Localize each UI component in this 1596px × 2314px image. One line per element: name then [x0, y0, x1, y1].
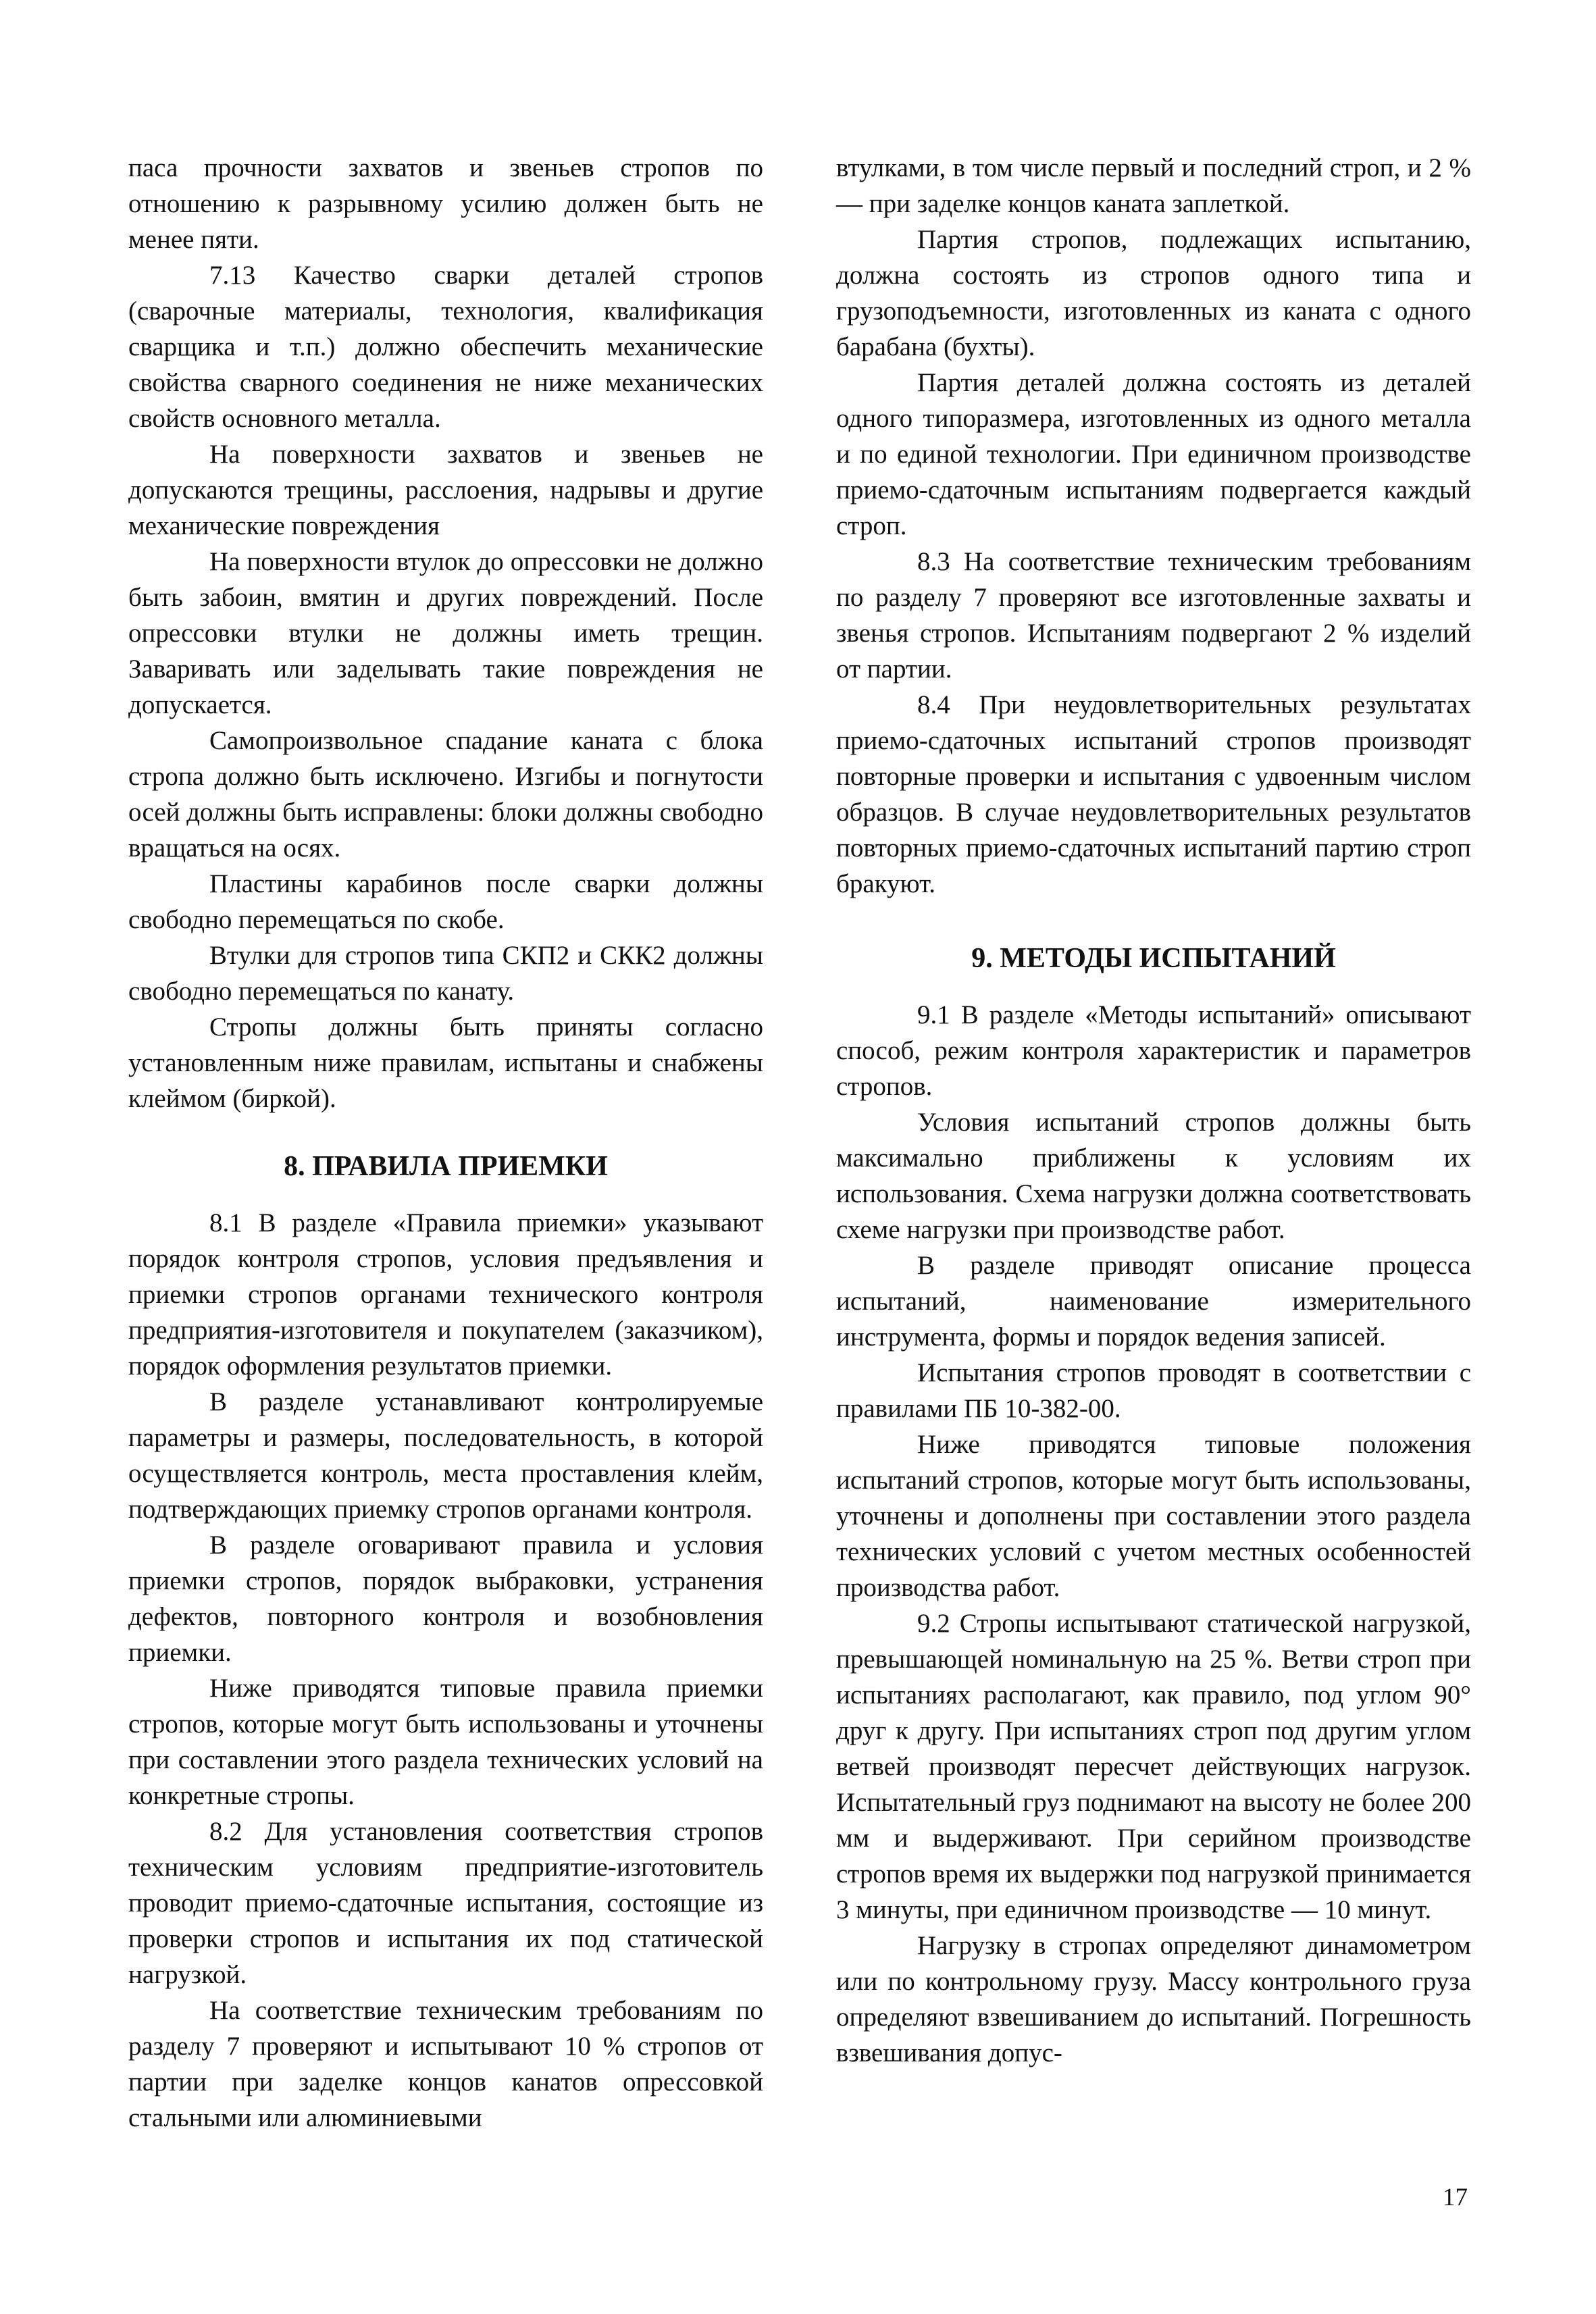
paragraph: 8.2 Для установления соответствия стропов техническим условиям предприятие-изготовитель проводит приемо-сдаточные испытания, состоящие из проверки стропов и испытания их под статической нагрузкой.	[128, 1817, 763, 1989]
paragraph: Условия испытаний стропов должны быть максимально приближены к условиям их использования. Схема нагрузки должна соответствовать схеме нагрузки при производстве работ.	[836, 1108, 1471, 1244]
paragraph: Пластины карабинов после сварки должны свободно перемещаться по скобе.	[128, 869, 763, 934]
paragraph: В разделе приводят описание процесса испытаний, наименование измерительного инструмента, формы и порядок ведения записей.	[836, 1251, 1471, 1352]
paragraph: Втулки для стропов типа СКП2 и СКК2 должны свободно перемещаться по канату.	[128, 941, 763, 1006]
section-heading-8: 8. ПРАВИЛА ПРИЕМКИ	[284, 1151, 608, 1182]
paragraph: На поверхности втулок до опрессовки не должно быть забоин, вмятин и других повреждений. После опрессовки втулки не должны иметь трещин. Заваривать или заделывать такие повреждения не допускается.	[128, 547, 763, 719]
paragraph: Партия деталей должна состоять из деталей одного типоразмера, изготовленных из одного металла и по единой технологии. При единичном производстве приемо-сдаточным испытаниям подвергается каждый строп.	[836, 368, 1471, 540]
paragraph: паса прочности захватов и звеньев стропов по отношению к разрывному усилию должен быть не менее пяти.	[128, 153, 763, 254]
section-heading-9: 9. МЕТОДЫ ИСПЫТАНИЙ	[971, 943, 1336, 974]
paragraph: 8.1 В разделе «Правила приемки» указывают порядок контроля стропов, условия предъявления и приемки стропов органами технического контроля предприятия-изготовителя и покупателем (заказчиком), порядок оформления результатов приемки.	[128, 1208, 763, 1381]
paragraph: На соответствие техническим требованиям по разделу 7 проверяют и испытывают 10 % стропов от партии при заделке концов канатов опрессовкой стальными или алюминиевыми	[128, 1996, 763, 2132]
paragraph: В разделе устанавливают контролируемые параметры и размеры, последовательность, в которой осуществляется контроль, места проставления клейм, подтверждающих приемку стропов органами контроля.	[128, 1387, 763, 1524]
paragraph: 8.3 На соответствие техническим требованиям по разделу 7 проверяют все изготовленные захваты и звенья стропов. Испытаниям подвергают 2 % изделий от партии.	[836, 547, 1471, 684]
paragraph: 8.4 При неудовлетворительных результатах приемо-сдаточных испытаний стропов производят повторные проверки и испытания с удвоенным числом образцов. В случае неудовлетворительных результатов повторных приемо-сдаточных испытаний партию строп бракуют.	[836, 690, 1471, 898]
paragraph: Испытания стропов проводят в соответствии с правилами ПБ 10-382-00.	[836, 1358, 1471, 1423]
paragraph: 9.2 Стропы испытывают статической нагрузкой, превышающей номинальную на 25 %. Ветви строп при испытаниях располагают, как правило, под углом 90° друг к другу. При испытаниях строп под другим углом ветвей производят пересчет действующих нагрузок. Испытательный груз поднимают на высоту не более 200 мм и выдерживают. При серийном производстве стропов время их выдержки под нагрузкой принимается 3 минуты, при единичном производстве — 10 минут.	[836, 1609, 1471, 1924]
paragraph: 7.13 Качество сварки деталей стропов (сварочные материалы, технология, квалификация сварщика и т.п.) должно обеспечить механические свойства сварного соединения не ниже механических свойств основного металла.	[128, 261, 763, 433]
paragraph: В разделе оговаривают правила и условия приемки стропов, порядок выбраковки, устранения дефектов, повторного контроля и возобновления приемки.	[128, 1531, 763, 1667]
paragraph: Нагрузку в стропах определяют динамометром или по контрольному грузу. Массу контрольного груза определяют взвешиванием до испытаний. Погрешность взвешивания допус-	[836, 1931, 1471, 2067]
paragraph: Партия стропов, подлежащих испытанию, должна состоять из стропов одного типа и грузоподъемности, изготовленных из каната с одного барабана (бухты).	[836, 225, 1471, 361]
left-column	[128, 150, 763, 2136]
right-column	[836, 150, 1471, 2071]
paragraph: 9.1 В разделе «Методы испытаний» описывают способ, режим контроля характеристик и параметров стропов.	[836, 1000, 1471, 1101]
paragraph: Ниже приводятся типовые положения испытаний стропов, которые могут быть использованы, уточнены и дополнены при составлении этого раздела технических условий с учетом местных особенностей производства работ.	[836, 1430, 1471, 1602]
paragraph: На поверхности захватов и звеньев не допускаются трещины, расслоения, надрывы и другие механические повреждения	[128, 440, 763, 540]
paragraph: втулками, в том числе первый и последний строп, и 2 % — при заделке концов каната заплеткой.	[836, 153, 1471, 218]
paragraph: Ниже приводятся типовые правила приемки стропов, которые могут быть использованы и уточнены при составлении этого раздела технических условий на конкретные стропы.	[128, 1674, 763, 1810]
page-number: 17	[1443, 2184, 1468, 2211]
paragraph: Самопроизвольное спадание каната с блока стропа должно быть исключено. Изгибы и погнутости осей должны быть исправлены: блоки должны свободно вращаться на осях.	[128, 726, 763, 863]
paragraph: Стропы должны быть приняты согласно установленным ниже правилам, испытаны и снабжены клеймом (биркой).	[128, 1012, 763, 1113]
